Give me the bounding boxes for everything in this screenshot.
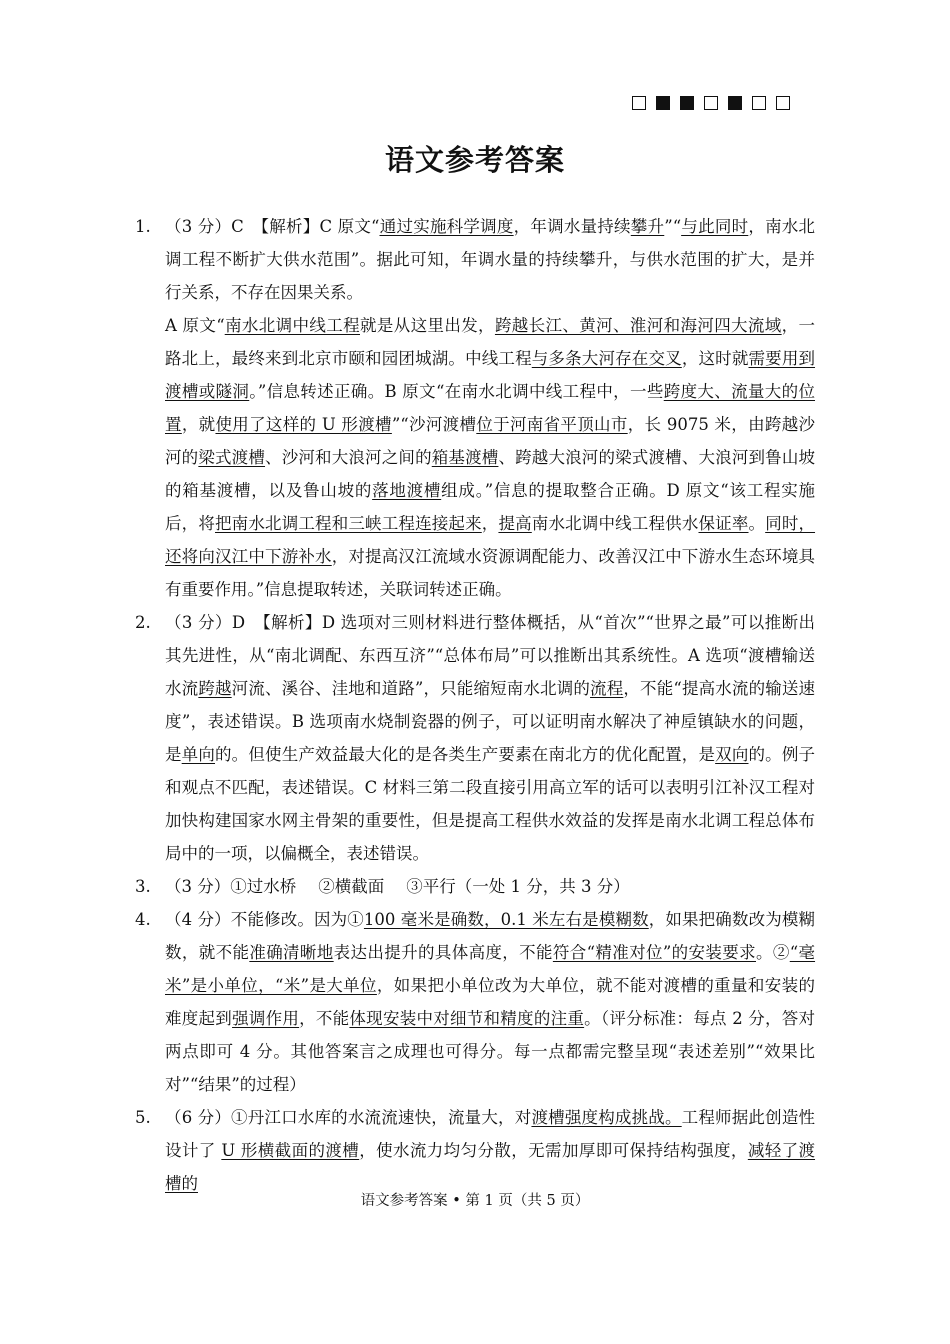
- empty-square-mark: [632, 96, 646, 110]
- answer-1-analysis-paragraph: A 原文“南水北调中线工程就是从这里出发，跨越长江、黄河、淮河和海河四大流域，一路北上，最终来到北京市颐和园团城湖。中线工程与多条大河存在交叉，这时就需要用到渡槽或隧洞。”信息转述正确。B 原文“在南水北调中线工程中，一些跨度大、流量大的位置，就使用了这样的 U 形渡槽”“沙河渡槽位于河南省平顶山市，长 9075 米，由跨越沙河的梁式渡槽、沙河和大浪河之间的箱基渡槽、跨越大浪河的梁式渡槽、大浪河到鲁山坡的箱基渡槽，以及鲁山坡的落地渡槽组成。”信息的提取整合正确。D 原文“该工程实施后，将把南水北调工程和三峡工程连接起来，提高南水北调中线工程供水保证率。同时，还将向汉江中下游补水，对提高汉江流域水资源调配能力、改善汉江中下游水生态环境具有重要作用。”信息提取转述，关联词转述正确。: [165, 316, 816, 599]
- answer-number: 5.: [135, 1108, 151, 1127]
- answer-content: [135, 210, 815, 1200]
- page-title: 语文参考答案: [384, 143, 565, 177]
- answer-text: （4 分）不能修改。因为①100 毫米是确数，0.1 米左右是模糊数，如果把确数改为模糊数，就不能准确清晰地表达出提升的具体高度，不能符合“精准对位”的安装要求。②“毫米”是小单位，“米”是大单位，如果把小单位改为大单位，就不能对渡槽的重量和安装的难度起到强调作用，不能体现安装中对细节和精度的注重。（评分标准：每点 2 分，答对两点即可 4 分。其他答案言之成理也可得分。每一点都需完整呈现“表述差别”“效果比对”“结果”的过程）: [165, 910, 816, 1094]
- filled-square-mark: [680, 96, 694, 110]
- empty-square-mark: [704, 96, 718, 110]
- filled-square-mark: [656, 96, 670, 110]
- answer-item-1: [135, 210, 815, 309]
- header-marks: [632, 96, 790, 110]
- answer-item-2: [135, 606, 815, 870]
- answer-text: （6 分）①丹江口水库的水流流速快，流量大，对渡槽强度构成挑战。工程师据此创造性设计了 U 形横截面的渡槽，使水流力均匀分散，无需加厚即可保持结构强度，减轻了渡槽的: [165, 1108, 816, 1193]
- answer-number: 4.: [135, 910, 151, 929]
- empty-square-mark: [776, 96, 790, 110]
- answer-text: （3 分）C 【解析】C 原文“通过实施科学调度，年调水量持续攀升”“与此同时，南水北调工程不断扩大供水范围”。据此可知，年调水量的持续攀升，与供水范围的扩大，是并行关系，不存在因果关系。: [165, 217, 816, 302]
- answer-item-3: [135, 870, 815, 903]
- answer-text: （3 分）D 【解析】D 选项对三则材料进行整体概括，从“首次”“世界之最”可以推断出其先进性，从“南北调配、东西互济”“总体布局”可以推断出其系统性。A 选项“渡槽输送水流跨越河流、溪谷、洼地和道路”，只能缩短南水北调的流程，不能“提高水流的输送速度”，表述错误。B 选项南水烧制瓷器的例子，可以证明南水解决了神垕镇缺水的问题，是单向的。但使生产效益最大化的是各类生产要素在南北方的优化配置，是双向的。例子和观点不匹配，表述错误。C 材料三第二段直接引用高立军的话可以表明引江补汉工程对加快构建国家水网主骨架的重要性，但是提高工程供水效益的发挥是南水北调工程总体布局中的一项，以偏概全，表述错误。: [165, 613, 816, 863]
- answer-item-4: [135, 903, 815, 1101]
- page-footer: 语文参考答案 • 第 1 页（共 5 页）: [360, 1193, 590, 1209]
- answer-number: 3.: [135, 877, 151, 896]
- answer-number: 2.: [135, 613, 151, 632]
- answer-text: （3 分）①过水桥 ②横截面 ③平行（一处 1 分，共 3 分）: [165, 877, 630, 896]
- answer-number: 1.: [135, 217, 151, 236]
- filled-square-mark: [728, 96, 742, 110]
- answer-item-5: [135, 1101, 815, 1200]
- empty-square-mark: [752, 96, 766, 110]
